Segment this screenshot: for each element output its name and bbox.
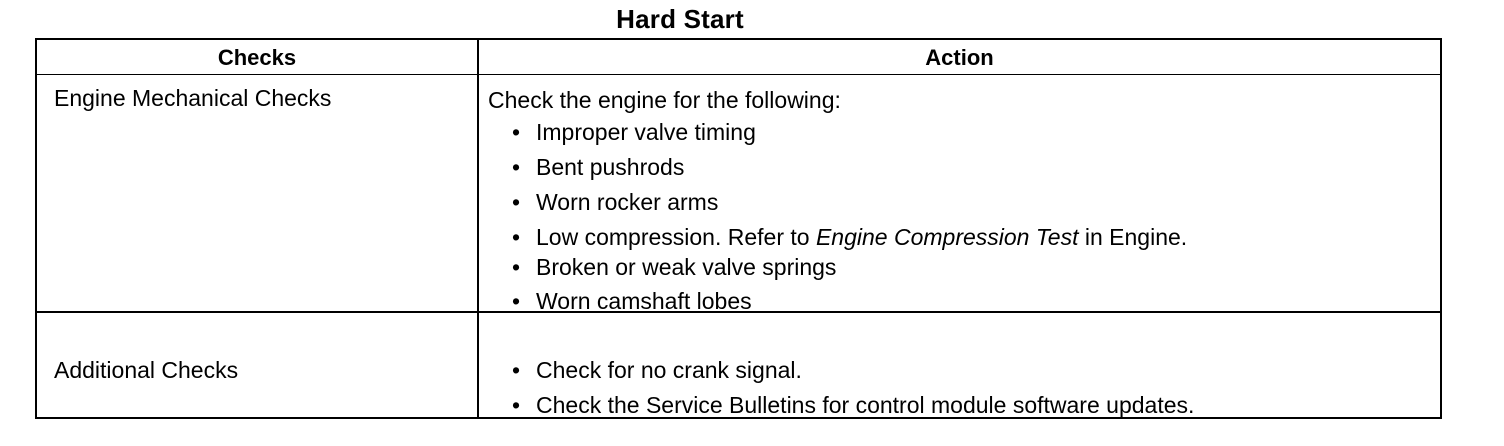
list-item-text: Worn camshaft lobes (536, 288, 752, 314)
bullet-icon: • (512, 189, 521, 215)
list-item-text: Bent pushrods (536, 154, 685, 180)
reference-suffix: in Engine. (1084, 224, 1188, 250)
bullet-icon: • (512, 357, 521, 383)
list-item (512, 118, 1187, 153)
list-item-text: Broken or weak valve springs (536, 254, 837, 280)
column-header-action: Action (925, 45, 994, 70)
list-item (512, 223, 1187, 253)
page-title: Hard Start (616, 4, 744, 34)
reference-link-text: Engine Compression Test (815, 224, 1079, 250)
list-item (512, 356, 1194, 391)
list-item-text: Check the Service Bulletins for control module software updates. (536, 392, 1195, 418)
list-item-text: Worn rocker arms (536, 189, 719, 215)
hard-start-table (35, 38, 1442, 419)
engine-check-list (512, 118, 1187, 321)
list-item-text: Check for no crank signal. (536, 357, 802, 383)
list-item (512, 188, 1187, 223)
column-divider (477, 40, 479, 417)
bullet-icon: • (512, 254, 521, 280)
check-cell-engine-mechanical: Engine Mechanical Checks (54, 85, 332, 111)
bullet-icon: • (512, 288, 521, 314)
list-item-text: Improper valve timing (536, 119, 756, 145)
header-divider (37, 74, 1440, 75)
column-header-checks: Checks (217, 45, 297, 70)
bullet-icon: • (512, 119, 521, 145)
list-item (512, 391, 1194, 426)
list-item (512, 287, 1187, 321)
bullet-icon: • (512, 224, 521, 250)
action-intro: Check the engine for the following: (488, 87, 841, 113)
bullet-icon: • (512, 154, 521, 180)
list-item-text: Low compression. Refer to (536, 224, 810, 250)
check-cell-additional: Additional Checks (54, 357, 239, 383)
list-item (512, 153, 1187, 188)
additional-check-list (512, 356, 1194, 426)
bullet-icon: • (512, 392, 521, 418)
list-item (512, 253, 1187, 287)
